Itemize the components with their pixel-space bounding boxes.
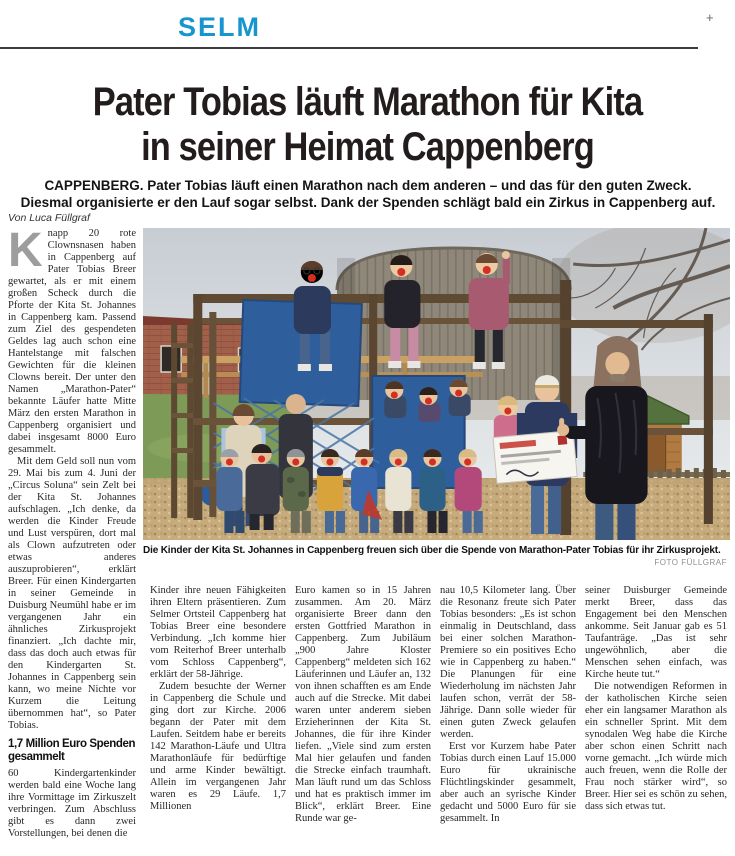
crosshead: 1,7 Million Euro Spenden gesammelt [8, 738, 136, 763]
text-column-2 [150, 585, 286, 813]
body-paragraph: Erst vor Kurzem habe Pater Tobias durch einen Lauf 15.000 Euro für ukrainische Flüchtlingskinder gesammelt, aber auch an syrische Kinder gedacht und 5000 Euro für sie gesammelt. In [440, 741, 576, 824]
byline: Von Luca Füllgraf [8, 212, 90, 224]
donation-check [493, 431, 577, 484]
photo-credit: FOTO FÜLLGRAF [654, 558, 727, 567]
body-paragraph: Die notwendigen Reformen in der katholischen Kirche seien eher ein langsamer Marathon als ein schneller Sprint. Mit dem synodalen Weg habe die Kirche aber schon einen Schritt nach vorne gemacht. „Ich würde mich auch freuen, wenn die Rolle der Frau noch stärker wird“, so Breer. Hier sei es schön zu sehen, dass sich etwas tut. [585, 681, 727, 812]
body-paragraph: nau 10,5 Kilometer lang. Über die Resonanz freute sich Pater Tobias besonders: „Es ist schon einmalig in Deutschland, dass bei einer solchen Marathon-Premiere so ein positives Echo wie in Cappenberg zu haben.“ Die Planungen für eine Wiederholung im nächsten Jahr laufen schon, verrät der 58-Jährige. Dann solle wieder für einen guten Zweck gelaufen werden. [440, 585, 576, 740]
headline-line-1: Pater Tobias läuft Marathon für Kita [92, 80, 643, 124]
body-paragraph [8, 224, 136, 456]
dropcap: K [8, 224, 43, 277]
body-paragraph: seiner Duisburger Gemeinde merkt Breer, dass das Engagement bei den Menschen ankomme. Seit Januar gab es 51 Taufanträge. „Das ist sehr ungewöhnlich, aber die Menschen sehen einfach, was Kirche heute tut.“ [585, 585, 727, 680]
register-mark-icon: + [706, 10, 714, 25]
headline-line-2: in seiner Heimat Cappenberg [141, 125, 594, 169]
body-paragraph: 60 Kindergartenkinder werden bald eine Woche lang ihre Vormittage im Zirkuszelt verbringen. Zum Abschluss gibt es dann zwei Vorstellungen, bei denen die [8, 768, 136, 839]
article-headline [51, 80, 683, 170]
text-column-1 [8, 224, 136, 852]
body-paragraph: Kinder ihre neuen Fähigkeiten ihren Eltern präsentieren. Zum Selmer Ortsteil Cappenberg hat Tobias Breer eine besondere Verbindung. „Ich komme hier vom Reiterhof Breer unterhalb vom Schloss Cappenberg“, erklärt der 58-Jährige. [150, 585, 286, 680]
body-paragraph: Euro kamen so in 15 Jahren zusammen. Am 20. März organisierte Breer dann den ersten Gottfried Marathon in Cappenberg. Zum Jubiläum „900 Jahre Kloster Cappenberg“ meldeten sich 162 Läuferinnen und Läufer an, 132 von ihnen schafften es am Ende auch auf die Strecke. Mit dabei waren unter anderem sieben Erzieherinnen der Kita St. Johannes, die für ihre Kinder liefen. „Viele sind zum ersten Mal hier gelaufen und fanden die Strecke einfach traumhaft. Man läuft rund um das Schloss und hat es praktisch immer im Blick“, erklärt Breer. Eine Runde war ge- [295, 585, 431, 824]
standfirst-line-2: Diesmal organisierte er den Lauf sogar selbst. Dank der Spenden schlägt bald ein Zirkus in Cappenberg auf. [20, 195, 716, 210]
text-column-4 [440, 585, 576, 825]
standfirst-line-1: CAPPENBERG. Pater Tobias läuft einen Marathon nach dem anderen – und das für den guten Zweck. [44, 178, 692, 193]
article-photo [143, 228, 730, 540]
body-paragraph: Zudem besuchte der Werner in Cappenberg die Schule und ging dort zur Kirche. 2006 begann der Pater mit dem Laufen. Seitdem habe er bereits 142 Marathon-Läufe und Ultra Marathonläufe für bedürftige und arme Kinder bewältigt. Allein im vergangenen Jahr waren es 29 Läufe. 1,7 Millionen [150, 681, 286, 812]
photo-caption: Die Kinder der Kita St. Johannes in Cappenberg freuen sich über die Spende von Marathon-Pater Tobias für ihr Zirkusprojekt. [143, 545, 721, 556]
paragraph-text: napp 20 rote Clownsnasen haben in Cappenberg auf Pater Tobias Breer gewartet, als er mit einem großen Scheck durch die Pforte der Kita St. Johannes in Cappenberg kam. Passend zum Ziel des gespendeten Geldes lag auch schon eine Hantelstange mit falschen Gewichten für die kleinen Clowns bereit. Der unter den Namen „Marathon-Pater“ bekannte Läufer hatte Mitte März den ersten Marathon in Cappenberg organisiert und dabei insgesamt 8000 Euro gesammelt. [8, 228, 136, 455]
standfirst [18, 177, 718, 211]
text-column-3 [295, 585, 431, 825]
masthead-rule [0, 47, 698, 49]
section-title: SELM [178, 12, 262, 42]
text-column-5 [585, 585, 727, 813]
body-paragraph: Mit dem Geld soll nun vom 29. Mai bis zum 4. Juni der „Circus Soluna“ sein Zelt bei der Kita St. Johannes aufschlagen. „Ich denke, da werden die Kinder Freude und Lust verspüren, dort mal als Clown aufzutreten oder etwas anderes auszuprobieren“, erklärt Breer. Für einen Kindergarten in seiner Gemeinde in Duisburg Neumühl habe er im vergangenen Jahr ein ähnliches Zirkusprojekt finanziert. „Ich dachte mir, dass das doch auch etwas für den Kindergarten St. Johannes in Cappenberg sein kann, wo meine Nichte vor Kurzem die Leitung übernommen hat“, so Pater Tobias. [8, 456, 136, 731]
